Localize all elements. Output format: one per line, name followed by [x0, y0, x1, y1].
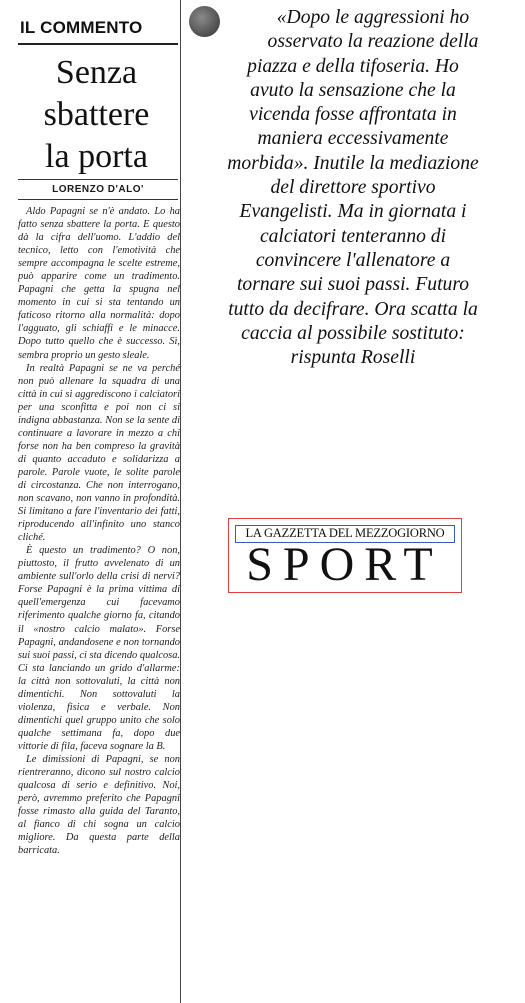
rubric-rule [18, 43, 178, 45]
quote-line: maniera eccessivamente [257, 128, 449, 150]
headline-line: la porta [45, 138, 148, 175]
quote-line: caccia al possibile sostituto: [241, 322, 465, 344]
headline-line: sbattere [43, 96, 150, 133]
quote-line: morbida». Inutile la mediazione [227, 152, 479, 174]
quote-line: del direttore sportivo [270, 177, 436, 199]
body-paragraph: Aldo Papagni se n'è andato. Lo ha fatto senza sbattere la porta. E questo dà la cifra dell'uomo. L'addio del tecnico, letto con l'emotività che sempre accompagna le scelte estreme, può apparire come un tradimento. Papagni che getta la spugna nel momento in cui si sta tentando un faticoso ritorno alla normalità: dopo l'agguato, gli schiaffi e le minacce. Dopo tutto quello che è successo. Sì, sembra proprio un gesto sleale. [18, 206, 180, 361]
newspaper-sport-logo [228, 518, 462, 593]
quote-line: piazza e della tifoseria. Ho [247, 55, 459, 77]
quote-line: tornare sui suoi passi. Futuro [236, 274, 470, 296]
quote-line: tutto da decifrare. Ora scatta la [228, 298, 478, 320]
author-byline: LORENZO D'ALO' [52, 184, 144, 195]
pull-quote [188, 6, 518, 370]
article-headline [14, 52, 179, 178]
left-column [14, 0, 181, 1003]
byline-rule-top [18, 179, 178, 180]
quote-line: rispunta Roselli [290, 347, 416, 369]
newspaper-name: LA GAZZETTA DEL MEZZOGIORNO [235, 525, 455, 543]
article-body [18, 205, 180, 857]
body-paragraph: Le dimissioni di Papagni, se non rientreranno, dicono sul nostro calcio qualcosa di serio e definitivo. Noi, però, avremmo preferito che Papagni fosse rimasto alla guida del Taranto, al fianco di chi sogna un calcio migliore. Da questa parte della barricata. [18, 753, 180, 857]
quote-line: osservato la reazione della [267, 31, 479, 53]
quote-line: calciatori tenteranno di [259, 225, 447, 247]
body-paragraph: È questo un tradimento? O non, piuttosto, il frutto avvelenato di un ambiente sull'orlo della crisi di nervi? Forse Papagni è la prima vittima di quell'emergenza cui facevamo riferimento qualche giorno fa, citando il «nostro calcio malato». Forse Papagni, andandosene e non tornando sui suoi passi, ci sta dicendo qualcosa. Ci sta lanciando un grido d'allarme: la città non sottovaluti, la città non dimentichi. Non sottovaluti la violenza, fisica e verbale. Non dimentichi quel gruppo unito che solo qualche settimana fa, dopo due vittorie di fila, faceva sognare la B. [18, 545, 180, 752]
sport-section-title: SPORT [246, 538, 443, 591]
quote-line: avuto la sensazione che la [250, 79, 456, 101]
quote-line: «Dopo le aggressioni ho [276, 7, 470, 28]
byline-rule-bottom [18, 199, 178, 200]
body-paragraph: In realtà Papagni se ne va perché non può allenare la squadra di una città in cui si aggrediscono i calciatori per una sconfitta e poi non ci si indigna abbastanza. Non se la sente di continuare a lavorare in mezzo a chi forse non ha ben compreso la gravità di quanto accaduto e solidarizza a parole. Parole vuote, le solite parole di circostanza. Che non interrogano, non scavano, non vanno in profondità. Si limitano a fare l'inventario dei fatti, riproducendo all'infinito uno stanco cliché. [18, 362, 180, 544]
column-divider [180, 0, 181, 1003]
quote-line: vicenda fosse affrontata in [249, 104, 457, 126]
quote-line: Evangelisti. Ma in giornata i [239, 201, 467, 223]
quote-line: convincere l'allenatore a [255, 249, 451, 271]
section-rubric: IL COMMENTO [20, 18, 143, 37]
headline-line: Senza [55, 54, 138, 91]
